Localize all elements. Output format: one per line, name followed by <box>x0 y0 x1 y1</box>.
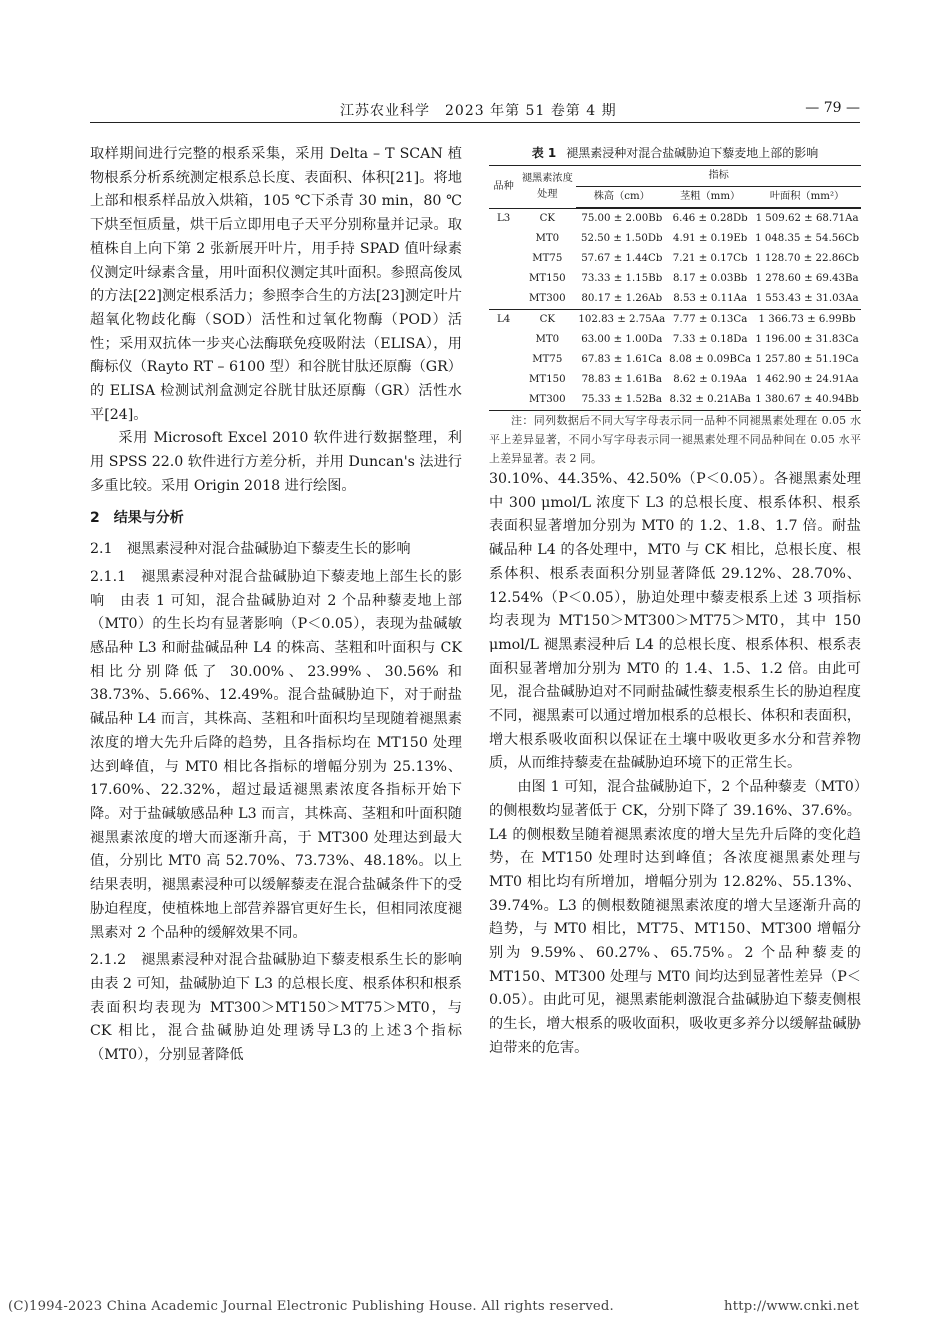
stem-cell: 8.32 ± 0.21ABa <box>667 390 753 411</box>
section-2-1-1-body: 由表 1 可知，混合盐碱胁迫对 2 个品种藜麦地上部（MT0）的生长均有显著影响（P＜0.05），表现为盐碱敏感品种 L3 和耐盐碱品种 L4 的株高、茎粗和叶面积与 CK 相比分别降低了 30.00%、23.99%、30.56% 和 38.73%、5.66%、12.49%。混合盐碱胁迫下，对于耐盐碱品种 L4 而言，其株高、茎粗和叶面积均呈现随着褪黑素浓度的增大先升后降的趋势，且各指标均在 MT150 处理达到峰值，与 MT0 相比各指标的增幅分别为 25.13%、17.60%、22.32%，超过最适褪黑素浓度各指标开始下降。对于盐碱敏感品种 L3 而言，其株高、茎粗和叶面积随褪黑素浓度的增大而逐渐升高，于 MT300 处理达到最大值，分别比 MT0 高 52.70%、73.73%、48.18%。以上结果表明，褪黑素浸种可以缓解藜麦在混合盐碱条件下的受胁迫程度，使植株地上部营养器官更好生长，但相同浓度褪黑素对 2 个品种的缓解效果不同。 <box>90 592 462 941</box>
section-heading-2-1-2: 2.1.2 褪黑素浸种对混合盐碱胁迫下藜麦根系生长的影响 <box>90 952 462 969</box>
root-results-paragraph: 30.10%、44.35%、42.50%（P＜0.05）。各褪黑素处理中 300 μmol/L 浓度下 L3 的总根长度、根系体积、根系表面积显著增加分别为 MT0 的 1.2、1.8、1.7 倍。耐盐碱品种 L4 的各处理中，MT0 与 CK 相比，总根长度、根系体积、根系表面积分别显著降低 29.12%、28.70%、12.54%（P＜0.05），胁迫处理中藜麦根系上述 3 项指标均表现为 MT150＞MT300＞MT75＞MT0，其中 150 μmol/L 褪黑素浸种后 L4 的总根长度、根系体积、根系表面积显著增加分别为 MT0 的 1.4、1.5、1.2 倍。由此可见，混合盐碱胁迫对不同耐盐碱性藜麦根系生长的胁迫程度不同，褪黑素可以通过增加根系的总根长、体积和表面积，增大根系吸收面积以保证在土壤中吸收更多水分和营养物质，从而维持藜麦在盐碱胁迫环境下的正常生长。 <box>489 471 861 772</box>
section-2-1-2-body: 由表 2 可知，盐碱胁迫下 L3 的总根长度、根系体积和根系表面积均表现为 MT300＞MT150＞MT75＞MT0，与 CK 相比，混合盐碱胁迫处理诱导L3的上述3个指标（MT0），分别显著降低 <box>90 975 462 1064</box>
treatment-cell: MT300 <box>518 390 576 411</box>
col-stem: 茎粗（mm） <box>667 187 753 208</box>
variety-cell: L4 <box>489 310 518 331</box>
lateral-root-paragraph: 由图 1 可知，混合盐碱胁迫下，2 个品种藜麦（MT0）的侧根数均显著低于 CK，分别下降了 39.16%、37.6%。L4 的侧根数呈随着褪黑素浓度的增大呈先升后降的变化趋势，在 MT150 处理时达到峰值；各浓度褪黑素处理与 MT0 相比均有所增加，增幅分别为 12.82%、55.13%、39.74%。L3 的侧根数随褪黑素浓度的增大呈逐渐升高的趋势，与 MT0 相比，MT75、MT150、MT300 增幅分别为 9.59%、60.27%、65.75%。2 个品种藜麦的 MT150、MT300 处理与 MT0 间均达到显著性差异（P＜0.05）。由此可见，褪黑素能刺激混合盐碱胁迫下藜麦侧根的生长，增大根系的吸收面积，吸收更多养分以缓解盐碱胁迫带来的危害。 <box>489 779 861 1056</box>
table-row <box>489 229 861 249</box>
height-cell: 78.83 ± 1.61Ba <box>581 374 662 385</box>
leaf-cell: 1 509.62 ± 68.71Aa <box>755 213 859 224</box>
table-row <box>489 289 861 310</box>
table-row <box>489 330 861 350</box>
section-heading-2: 2 结果与分析 <box>90 509 184 526</box>
table-row <box>489 390 861 411</box>
stem-cell: 7.77 ± 0.13Ca <box>667 310 753 331</box>
running-header <box>90 96 860 123</box>
height-cell: 52.50 ± 1.50Db <box>581 233 663 244</box>
table-row <box>489 209 861 230</box>
table-1 <box>489 165 861 411</box>
section-heading-2-1: 2.1 褪黑素浸种对混合盐碱胁迫下藜麦生长的影响 <box>90 541 411 558</box>
methods-paragraph: 取样期间进行完整的根系采集，采用 Delta – T SCAN 植物根系分析系统测定根系总长度、表面积、体积[21]。将地上部和根系样品放入烘箱，105 ℃下杀青 30 min，80 ℃下烘至恒质量，烘干后立即用电子天平分别称量并记录。取植株自上向下第 2 张新展开叶片，用手持 SPAD 值叶绿素仪测定叶绿素含量，用叶面积仪测定其叶面积。参照高俊凤的方法[22]测定根系活力；参照李合生的方法[23]测定叶片超氧化物歧化酶（SOD）活性和过氧化物酶（POD）活性；采用双抗体一步夹心法酶联免疫吸附法（ELISA），用酶标仪（Rayto RT – 6100 型）和谷胱甘肽还原酶（GR）的 ELISA 检测试剂盒测定谷胱甘肽还原酶（GR）活性水平[24]。 <box>90 146 462 423</box>
stem-cell: 6.46 ± 0.28Db <box>672 213 748 224</box>
treatment-cell: MT300 <box>528 293 566 304</box>
height-cell: 67.83 ± 1.61Ca <box>581 354 663 365</box>
table-1-label: 表 1 <box>531 146 557 160</box>
treatment-cell: MT75 <box>532 253 563 264</box>
stem-cell: 8.08 ± 0.09BCa <box>669 354 752 365</box>
table-row <box>489 310 861 331</box>
stem-cell: 8.62 ± 0.19Aa <box>673 374 748 385</box>
copyright-footer <box>8 1299 942 1314</box>
right-column <box>489 143 861 1061</box>
col-variety: 品种 <box>489 166 518 208</box>
height-cell: 57.67 ± 1.44Cb <box>581 253 663 264</box>
leaf-cell: 1 553.43 ± 31.03Aa <box>755 293 859 304</box>
cnki-url: http://www.cnki.net <box>724 1299 860 1314</box>
leaf-cell: 1 366.73 ± 6.99Bb <box>753 310 861 331</box>
table-1-note: 注：同列数据后不同大写字母表示同一品种不同褪黑素处理在 0.05 水平上差异显著，不同小写字母表示同一褪黑素处理不同品种间在 0.05 水平上差异显著。表 2 同。 <box>489 414 861 465</box>
table-row <box>489 350 861 370</box>
leaf-cell: 1 048.35 ± 54.56Cb <box>755 233 859 244</box>
col-leaf: 叶面积（mm²） <box>753 187 861 208</box>
height-cell: 63.00 ± 1.00Da <box>581 334 663 345</box>
table-1-title: 褪黑素浸种对混合盐碱胁迫下藜麦地上部的影响 <box>566 146 819 160</box>
journal-issue: 江苏农业科学 2023 年第 51 卷第 4 期 <box>340 103 617 119</box>
page-number: — 79 — <box>805 100 860 116</box>
treatment-cell: MT0 <box>535 334 560 345</box>
table-row <box>489 249 861 269</box>
leaf-cell: 1 257.80 ± 51.19Ca <box>755 354 859 365</box>
treatment-cell: CK <box>518 310 576 331</box>
section-2-1-1 <box>90 566 462 945</box>
height-cell: 75.00 ± 2.00Bb <box>581 213 663 224</box>
col-index: 指标 <box>576 166 861 187</box>
copyright-text: (C)1994-2023 China Academic Journal Electronic Publishing House. All rights reserved. <box>8 1299 614 1314</box>
section-heading-2-1-1: 2.1.1 褪黑素浸种对混合盐碱胁迫下藜麦地上部生长的影响 <box>90 568 462 609</box>
stem-cell: 7.33 ± 0.18Da <box>672 334 748 345</box>
height-cell: 75.33 ± 1.52Ba <box>576 390 667 411</box>
treatment-cell: CK <box>539 213 556 224</box>
height-cell: 73.33 ± 1.15Bb <box>581 273 663 284</box>
table-1-caption <box>489 143 861 163</box>
stem-cell: 4.91 ± 0.19Eb <box>672 233 748 244</box>
leaf-cell: 1 380.67 ± 40.94Bb <box>753 390 861 411</box>
leaf-cell: 1 196.00 ± 31.83Ca <box>755 334 859 345</box>
col-treatment: 褪黑素浓度处理 <box>518 166 576 208</box>
left-column <box>90 143 462 1068</box>
height-cell: 80.17 ± 1.26Ab <box>581 293 663 304</box>
treatment-cell: MT75 <box>532 354 563 365</box>
height-cell: 102.83 ± 2.75Aa <box>576 310 667 331</box>
leaf-cell: 1 278.60 ± 69.43Ba <box>755 273 859 284</box>
variety-cell: L3 <box>496 213 511 224</box>
leaf-cell: 1 462.90 ± 24.91Aa <box>755 374 859 385</box>
stem-cell: 8.53 ± 0.11Aa <box>673 293 748 304</box>
stem-cell: 7.21 ± 0.17Cb <box>672 253 748 264</box>
stem-cell: 8.17 ± 0.03Bb <box>672 273 748 284</box>
stats-paragraph: 采用 Microsoft Excel 2010 软件进行数据整理，利用 SPSS 22.0 软件进行方差分析，并用 Duncan's 法进行多重比较。采用 Origin 2018 进行绘图。 <box>90 430 462 494</box>
treatment-cell: MT150 <box>528 273 566 284</box>
col-height: 株高（cm） <box>576 187 667 208</box>
table-row <box>489 370 861 390</box>
treatment-cell: MT0 <box>535 233 560 244</box>
treatment-cell: MT150 <box>528 374 566 385</box>
section-2-1-2 <box>90 949 462 1068</box>
leaf-cell: 1 128.70 ± 22.86Cb <box>755 253 859 264</box>
table-row <box>489 269 861 289</box>
